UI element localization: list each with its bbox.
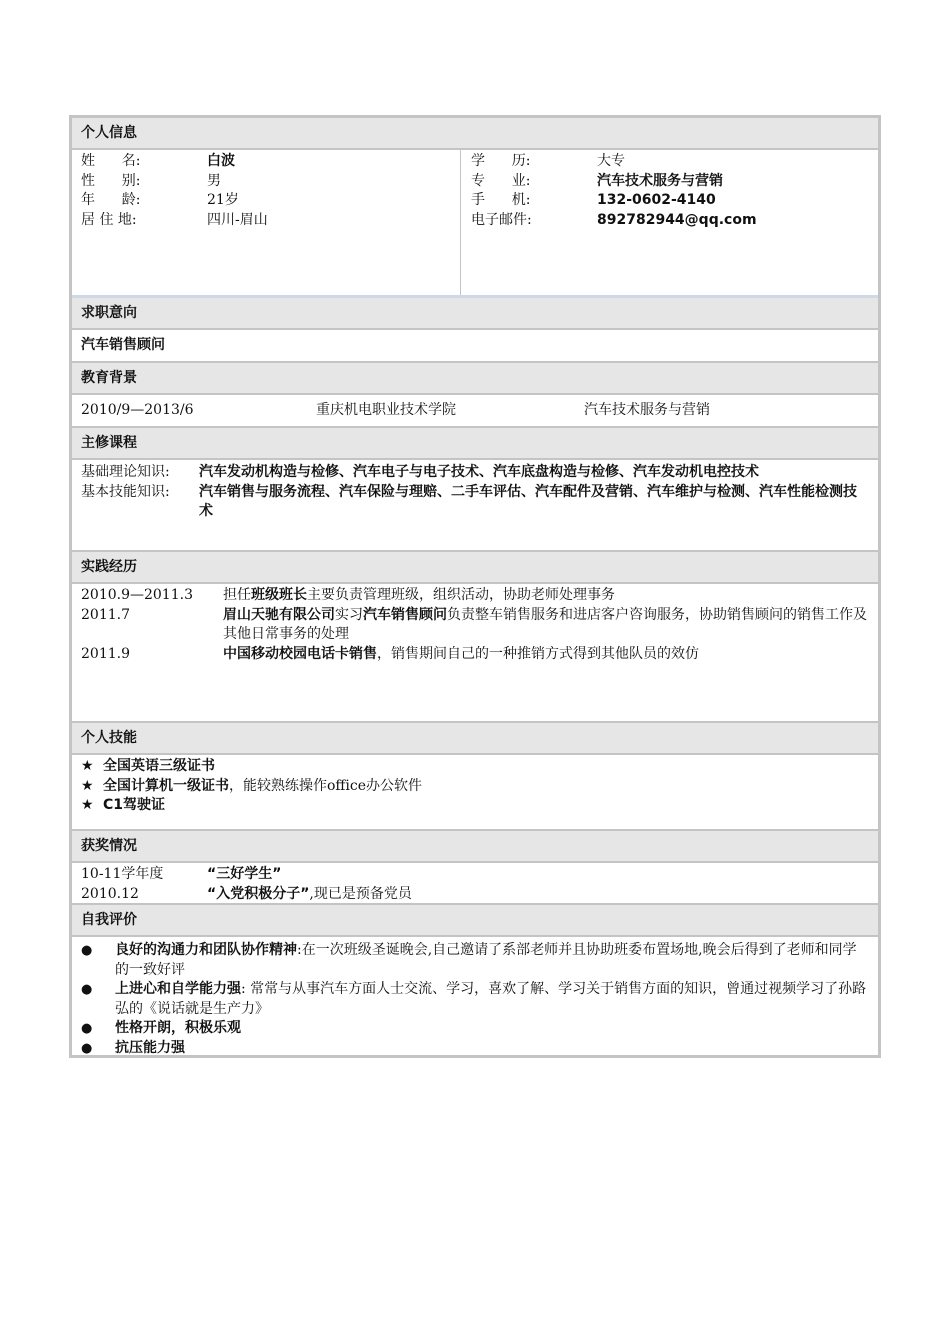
- self-eval-item: [81, 1039, 870, 1059]
- section-heading-education: 教育背景: [72, 363, 878, 395]
- self-eval-body: [72, 937, 878, 1055]
- courses-body: [72, 460, 878, 552]
- info-row-gender: [81, 172, 452, 192]
- self-eval-detail: : 常常与从事汽车方面人士交流、学习，喜欢了解、学习关于销售方面的知识，曾通过视频学习了孙路弘的《说话就是生产力》: [115, 981, 867, 1017]
- resume-table: [69, 115, 881, 1058]
- section-heading-personal: 个人信息: [72, 118, 878, 150]
- info-row-name: [81, 152, 452, 172]
- bullet-icon: ●: [81, 1021, 93, 1036]
- info-row-degree: [471, 152, 870, 172]
- self-eval-text: [115, 941, 870, 980]
- info-row-email: [471, 211, 870, 231]
- skill-name: 全国计算机一级证书: [103, 777, 229, 794]
- experience-role: 中国移动校园电话卡销售: [223, 645, 377, 662]
- experience-date: 2011.7: [81, 606, 130, 623]
- info-label: 性 别:: [81, 172, 141, 189]
- info-value: 男: [207, 172, 221, 189]
- info-label: 姓 名:: [81, 153, 141, 169]
- experience-row: [81, 645, 870, 665]
- personal-info-right: [461, 150, 878, 295]
- star-icon: ★: [81, 797, 94, 813]
- skills-body: [72, 755, 878, 831]
- info-row-residence: [81, 211, 452, 231]
- skill-item: [81, 796, 870, 816]
- course-row: [81, 463, 870, 483]
- skill-name: C1驾驶证: [103, 797, 166, 813]
- education-major: 汽车技术服务与营销: [584, 402, 710, 418]
- self-eval-item: [81, 980, 870, 1019]
- awards-body: [72, 863, 878, 905]
- award-date: 10-11学年度: [81, 866, 164, 882]
- info-value: 四川-眉山: [207, 211, 268, 228]
- info-value: 132-0602-4140: [597, 192, 716, 208]
- objective-text: 汽车销售顾问: [72, 330, 878, 363]
- info-row-age: [81, 191, 452, 211]
- course-label: 基础理论知识:: [81, 464, 170, 480]
- self-eval-detail: :在一次班级圣诞晚会,自己邀请了系部老师并且协助班委布置场地,晚会后得到了老师和同学的一致好评: [115, 942, 857, 978]
- education-school: 重庆机电职业技术学院: [316, 402, 456, 418]
- award-date: 2010.12: [81, 885, 139, 902]
- skill-item: [81, 757, 870, 777]
- section-heading-objective: 求职意向: [72, 298, 878, 330]
- experience-date: 2010.9—2011.3: [81, 587, 193, 603]
- experience-text-part: ，销售期间自己的一种推销方式得到其他队员的效仿: [377, 645, 699, 662]
- course-text: 汽车发动机构造与检修、汽车电子与电子技术、汽车底盘构造与检修、汽车发动机电控技术: [199, 464, 759, 480]
- info-label: 专 业:: [471, 172, 531, 189]
- info-label: 手 机:: [471, 192, 531, 208]
- info-label: 学 历:: [471, 153, 531, 169]
- award-name: “入党积极分子”: [207, 885, 310, 902]
- section-heading-awards: 获奖情况: [72, 831, 878, 863]
- experience-text-part: 实习: [335, 606, 363, 623]
- experience-company: 眉山天驰有限公司: [223, 606, 335, 623]
- section-heading-skills: 个人技能: [72, 723, 878, 755]
- experience-role: 汽车销售顾问: [363, 606, 447, 623]
- award-name: “三好学生”: [207, 866, 282, 882]
- award-item: [81, 865, 870, 885]
- education-row: [72, 395, 878, 428]
- experience-text-part: 负责整车销售服务和进店客户咨询服务，协助销售顾问的销售工作及其他日常事务的处理: [223, 606, 867, 642]
- skill-item: [81, 777, 870, 797]
- experience-text-part: 主要负责管理班级，组织活动，协助老师处理事务: [307, 587, 615, 603]
- experience-date: 2011.9: [81, 645, 130, 662]
- info-value: 白波: [207, 153, 235, 169]
- bullet-icon: ●: [81, 982, 93, 997]
- self-eval-trait: 抗压能力强: [115, 1039, 185, 1056]
- section-heading-courses: 主修课程: [72, 428, 878, 460]
- experience-body: [72, 584, 878, 723]
- experience-text: [223, 606, 870, 645]
- award-detail: ,现已是预备党员: [309, 885, 412, 902]
- skill-name: 全国英语三级证书: [103, 758, 215, 774]
- personal-info: [72, 150, 878, 298]
- course-text: 汽车销售与服务流程、汽车保险与理赔、二手车评估、汽车配件及营销、汽车维护与检测、汽车性能检测技术: [199, 483, 857, 519]
- info-label: 电子邮件:: [471, 211, 532, 228]
- education-period: 2010/9—2013/6: [81, 402, 194, 418]
- experience-text: [223, 645, 870, 665]
- self-eval-trait: 上进心和自学能力强: [115, 981, 241, 997]
- self-eval-text: [115, 980, 870, 1019]
- info-value: 892782944@qq.com: [597, 211, 757, 228]
- self-eval-trait: 良好的沟通力和团队协作精神: [115, 942, 297, 958]
- section-heading-experience: 实践经历: [72, 552, 878, 584]
- course-label: 基本技能知识:: [81, 483, 170, 500]
- self-eval-item: [81, 941, 870, 980]
- experience-row: [81, 586, 870, 606]
- experience-text: [223, 586, 870, 606]
- experience-role: 班级班长: [251, 587, 307, 603]
- bullet-icon: ●: [81, 943, 93, 958]
- star-icon: ★: [81, 758, 94, 774]
- skill-detail: ，能较熟练操作office办公软件: [229, 777, 422, 794]
- info-row-phone: [471, 191, 870, 211]
- info-value: 21岁: [207, 192, 239, 208]
- section-heading-self-eval: 自我评价: [72, 905, 878, 937]
- info-value: 大专: [597, 153, 625, 169]
- experience-text-part: 担任: [223, 587, 251, 603]
- course-row: [81, 483, 870, 522]
- award-item: [81, 885, 870, 905]
- info-value: 汽车技术服务与营销: [597, 172, 723, 189]
- info-row-major: [471, 172, 870, 192]
- star-icon: ★: [81, 777, 94, 794]
- self-eval-item: [81, 1019, 870, 1039]
- experience-row: [81, 606, 870, 645]
- personal-info-left: [72, 150, 461, 295]
- self-eval-trait: 性格开朗，积极乐观: [115, 1020, 241, 1036]
- info-label: 年 龄:: [81, 192, 141, 208]
- bullet-icon: ●: [81, 1040, 93, 1056]
- info-label: 居 住 地:: [81, 211, 137, 228]
